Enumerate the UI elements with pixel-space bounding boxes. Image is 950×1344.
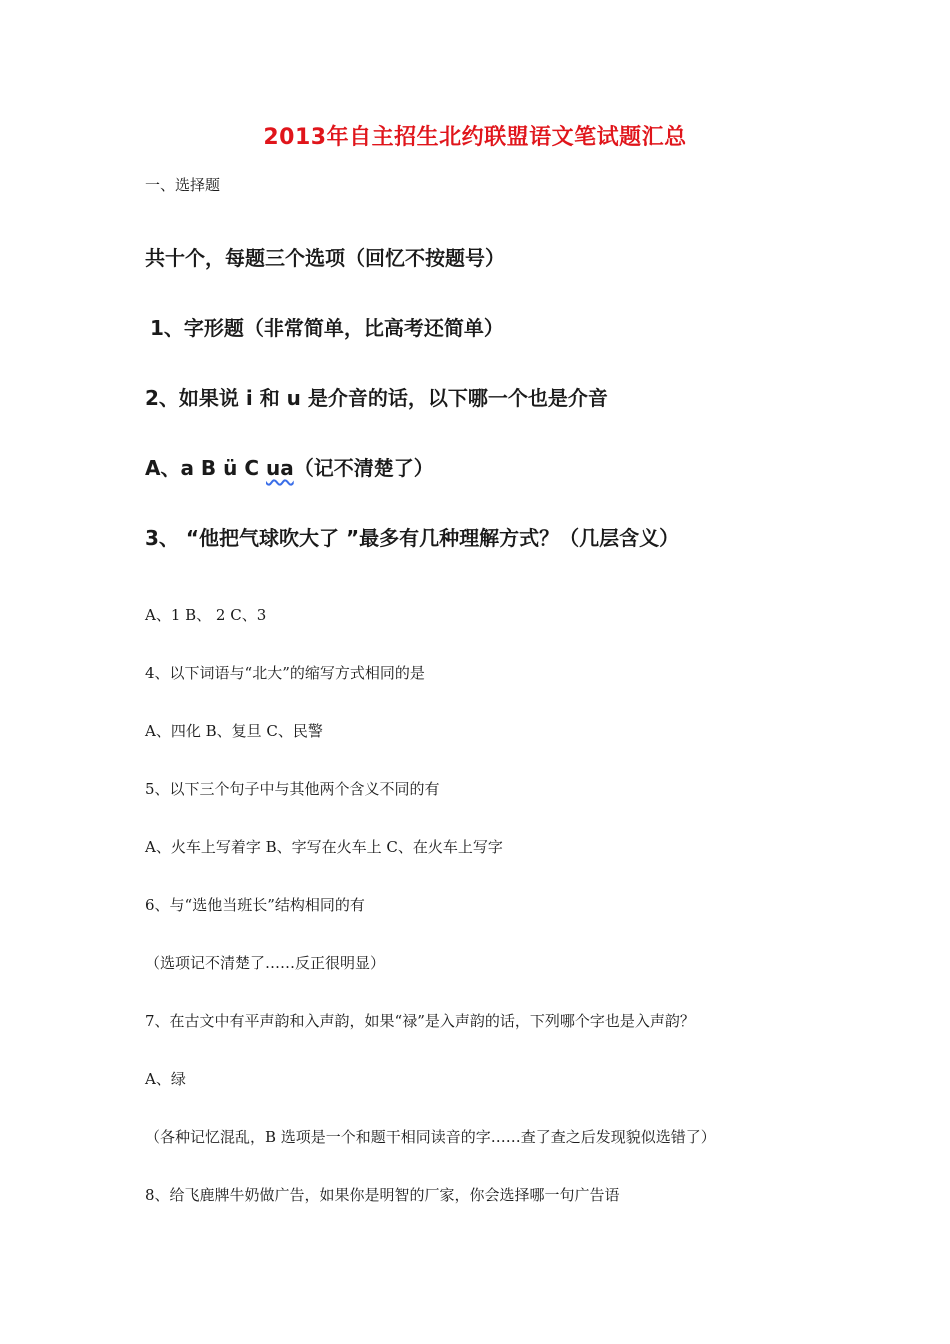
question-1: 1、字形题（非常简单，比高考还简单） xyxy=(150,316,504,340)
question-5: 5、以下三个句子中与其他两个含义不同的有 xyxy=(145,780,440,798)
question-4-options: A、四化 B、复旦 C、民警 xyxy=(145,722,323,740)
spellcheck-flagged-word: ua xyxy=(266,456,294,480)
question-6-note: （选项记不清楚了……反正很明显） xyxy=(145,954,386,972)
question-6: 6、与“选他当班长”结构相同的有 xyxy=(145,896,365,914)
intro-text: 共十个，每题三个选项（回忆不按题号） xyxy=(145,246,505,270)
question-8: 8、给飞鹿牌牛奶做广告，如果你是明智的厂家，你会选择哪一句广告语 xyxy=(145,1186,620,1204)
section-heading: 一、选择题 xyxy=(145,176,221,194)
question-2-options xyxy=(145,452,434,481)
question-7-note: （各种记忆混乱，B 选项是一个和题干相同读音的字……查了查之后发现貌似选错了） xyxy=(145,1128,716,1146)
question-3-options: A、1 B、 2 C、3 xyxy=(145,606,267,624)
question-7-options: A、绿 xyxy=(145,1070,186,1088)
question-2-options-note: （记不清楚了） xyxy=(293,456,434,480)
question-3: 3、 “他把气球吹大了 ”最多有几种理解方式？（几层含义） xyxy=(145,526,680,550)
question-7: 7、在古文中有平声韵和入声韵，如果“禄”是入声韵的话，下列哪个字也是入声韵？ xyxy=(145,1012,695,1030)
document-title: 2013年自主招生北约联盟语文笔试题汇总 xyxy=(263,125,687,150)
question-2: 2、如果说 i 和 u 是介音的话，以下哪一个也是介音 xyxy=(145,386,608,410)
question-2-options-choices: A、a B ü C xyxy=(145,456,266,480)
question-5-options: A、火车上写着字 B、字写在火车上 C、在火车上写字 xyxy=(145,838,503,856)
question-4: 4、以下词语与“北大”的缩写方式相同的是 xyxy=(145,664,425,682)
